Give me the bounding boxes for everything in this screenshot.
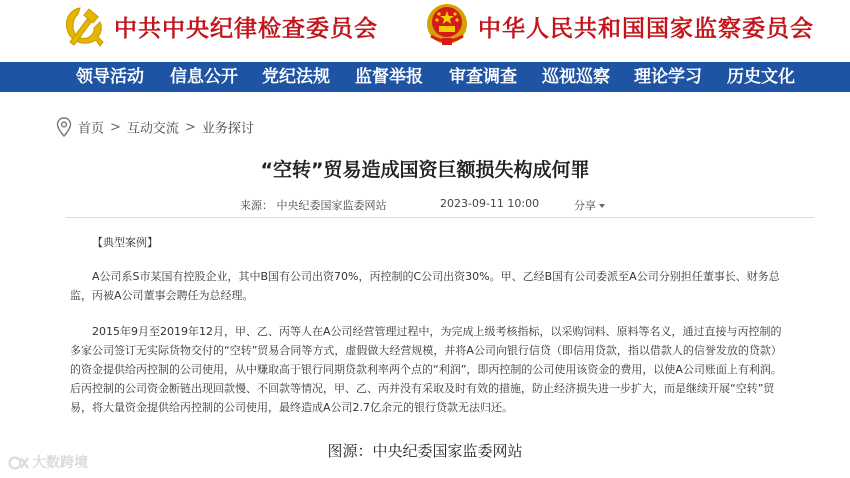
main-nav xyxy=(0,62,850,92)
article-title: “空转”贸易造成国资巨额损失构成何罪 xyxy=(260,159,590,181)
divider xyxy=(66,217,814,218)
breadcrumb-interaction[interactable]: 互动交流 xyxy=(126,121,179,137)
breadcrumb xyxy=(56,117,254,137)
breadcrumb-separator: > xyxy=(110,119,121,135)
nav-item-history[interactable]: 历史文化 xyxy=(727,67,795,87)
article-paragraph: A公司系S市某国有控股企业，其中B国有公司出资70%，丙控制的C公司出资30%。甲、乙经B国有公司委派至A公司分别担任董事长、财务总监，丙被A公司董事会聘任为总经理。 xyxy=(70,270,780,302)
share-button[interactable] xyxy=(574,197,605,213)
breadcrumb-separator: > xyxy=(184,119,196,135)
org-name-party: 中共中央纪律检查委员会 xyxy=(114,15,378,42)
nav-item-report[interactable]: 监督举报 xyxy=(355,67,423,87)
national-emblem-icon xyxy=(425,2,469,48)
location-pin-icon xyxy=(56,117,72,137)
watermark xyxy=(8,452,88,472)
image-caption: 图源：中央纪委国家监委网站 xyxy=(327,442,523,460)
article-paragraph: 2015年9月至2019年12月，甲、乙、丙等人在A公司经营管理过程中，为完成上级考核指标，以采购饲料、原料等名义，通过直接与丙控制的多家公司签订无实际货物交付的“空转”贸易合同等方式，虚假做大经营规模，并将A公司向银行信贷（即信用贷款，指以借款人的信誉发放的贷款）的资金提供给丙控制的公司使用，从中赚取高于银行同期贷款利率两个点的“利润”，即丙控制的公司使用该资金的费用，以使A公司账面上有利润。后丙控制的公司资金断链出现回款慢、不回款等情况，甲、乙、丙并没有采取及时有效的措施，防止经济损失进一步扩大，而是继续开展“空转”贸易，将大量资金提供给丙控制的公司使用，最终造成A公司2.7亿余元的银行贷款无法归还。 xyxy=(70,325,782,414)
watermark-logo-icon xyxy=(8,455,32,471)
nav-item-theory[interactable]: 理论学习 xyxy=(634,67,702,87)
breadcrumb-business[interactable]: 业务探讨 xyxy=(201,121,254,137)
article-source: 来源： 中央纪委国家监委网站 xyxy=(240,199,387,212)
chevron-down-icon xyxy=(599,204,605,208)
nav-item-regulations[interactable]: 党纪法规 xyxy=(262,67,330,87)
org-name-state: 中华人民共和国国家监察委员会 xyxy=(478,15,814,42)
breadcrumb-home[interactable]: 首页 xyxy=(78,121,105,137)
nav-item-disclosure[interactable]: 信息公开 xyxy=(170,67,238,87)
nav-item-investigation[interactable]: 审查调查 xyxy=(449,67,517,87)
nav-item-leadership[interactable]: 领导活动 xyxy=(76,67,144,87)
party-emblem-icon xyxy=(58,4,104,50)
site-banner xyxy=(0,0,850,62)
share-label: 分享 xyxy=(574,199,596,212)
section-heading: 【典型案例】 xyxy=(92,236,158,249)
article-date: 2023-09-11 10:00 xyxy=(440,197,540,210)
watermark-text: 大数跨境 xyxy=(32,455,88,471)
nav-item-inspection[interactable]: 巡视巡察 xyxy=(542,67,610,87)
